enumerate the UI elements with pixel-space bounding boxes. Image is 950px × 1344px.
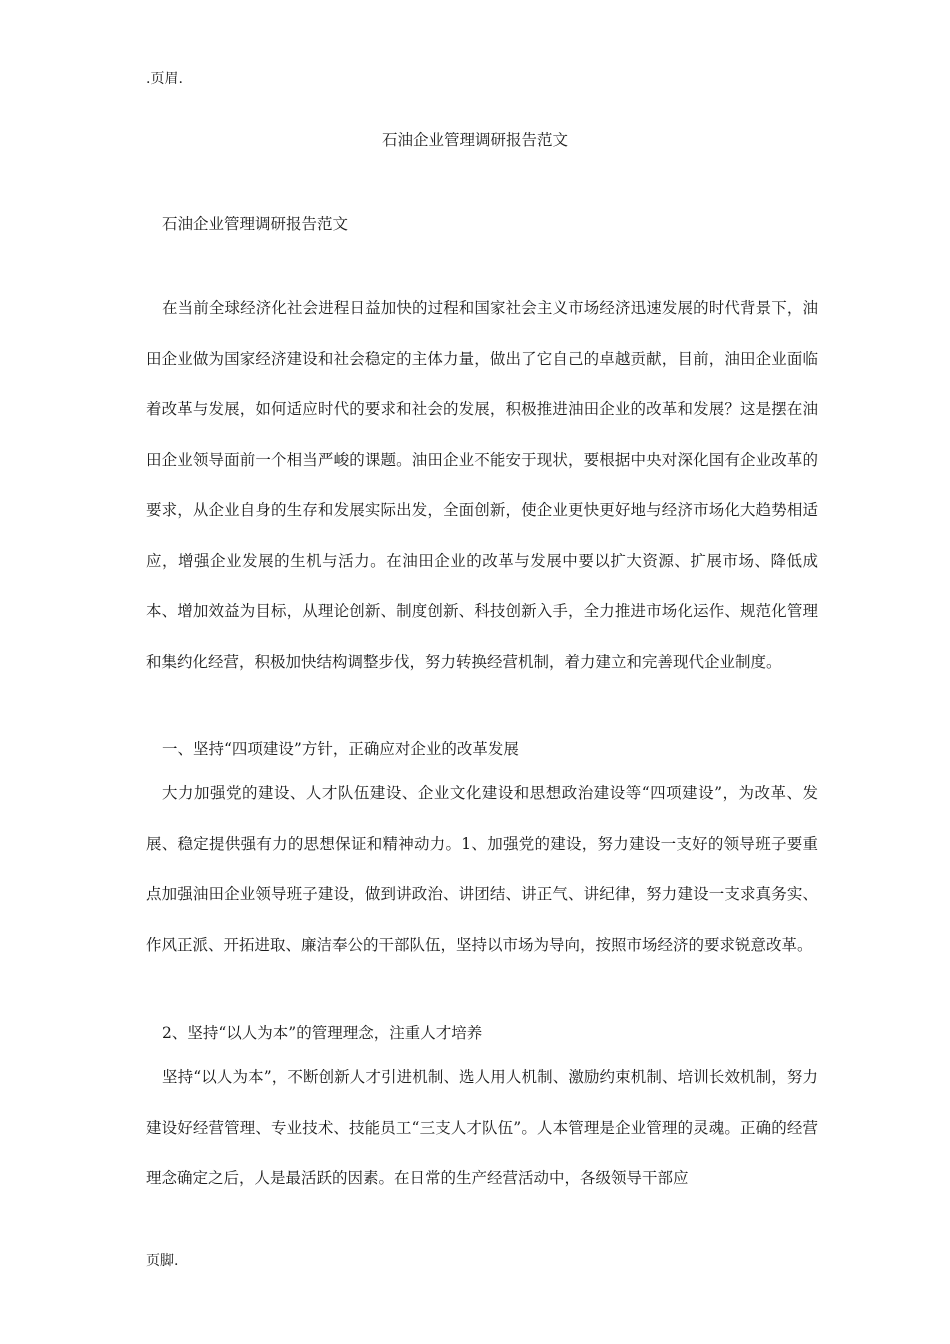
intro-paragraph: 在当前全球经济化社会进程日益加快的过程和国家社会主义市场经济迅速发展的时代背景下，油田企业做为国家经济建设和社会稳定的主体力量，做出了它自己的卓越贡献，目前，油田企业面临着改革与发展，如何适应时代的要求和社会的发展，积极推进油田企业的改革和发展？这是摆在油田企业领导面前一个相当严峻的课题。油田企业不能安于现状，要根据中央对深化国有企业改革的要求，从企业自身的生存和发展实际出发，全面创新，使企业更快更好地与经济市场化大趋势相适应，增强企业发展的生机与活力。在油田企业的改革与发展中要以扩大资源、扩展市场、降低成本、增加效益为目标，从理论创新、制度创新、科技创新入手，全力推进市场化运作、规范化管理和集约化经营，积极加快结构调整步伐，努力转换经营机制，着力建立和完善现代企业制度。 xyxy=(146,299,818,671)
document-subtitle: 石油企业管理调研报告范文 xyxy=(162,215,349,233)
page-header: .页眉. xyxy=(146,71,183,87)
page-footer: 页脚. xyxy=(146,1253,179,1269)
section-1-heading: 一、坚持“四项建设”方针，正确应对企业的改革发展 xyxy=(162,740,519,758)
document-title: 石油企业管理调研报告范文 xyxy=(381,131,568,149)
section-2-heading: 2、坚持“以人为本”的管理理念，注重人才培养 xyxy=(162,1024,483,1042)
section-2-paragraph: 坚持“以人为本”，不断创新人才引进机制、选人用人机制、激励约束机制、培训长效机制，努力建设好经营管理、专业技术、技能员工“三支人才队伍”。人本管理是企业管理的灵魂。正确的经营理念确定之后，人是最活跃的因素。在日常的生产经营活动中，各级领导干部应 xyxy=(146,1068,818,1187)
section-1-paragraph: 大力加强党的建设、人才队伍建设、企业文化建设和思想政治建设等“四项建设”，为改革、发展、稳定提供强有力的思想保证和精神动力。1、加强党的建设，努力建设一支好的领导班子要重点加强油田企业领导班子建设，做到讲政治、讲团结、讲正气、讲纪律，努力建设一支求真务实、作风正派、开拓进取、廉洁奉公的干部队伍，坚持以市场为导向，按照市场经济的要求锐意改革。 xyxy=(146,784,818,954)
